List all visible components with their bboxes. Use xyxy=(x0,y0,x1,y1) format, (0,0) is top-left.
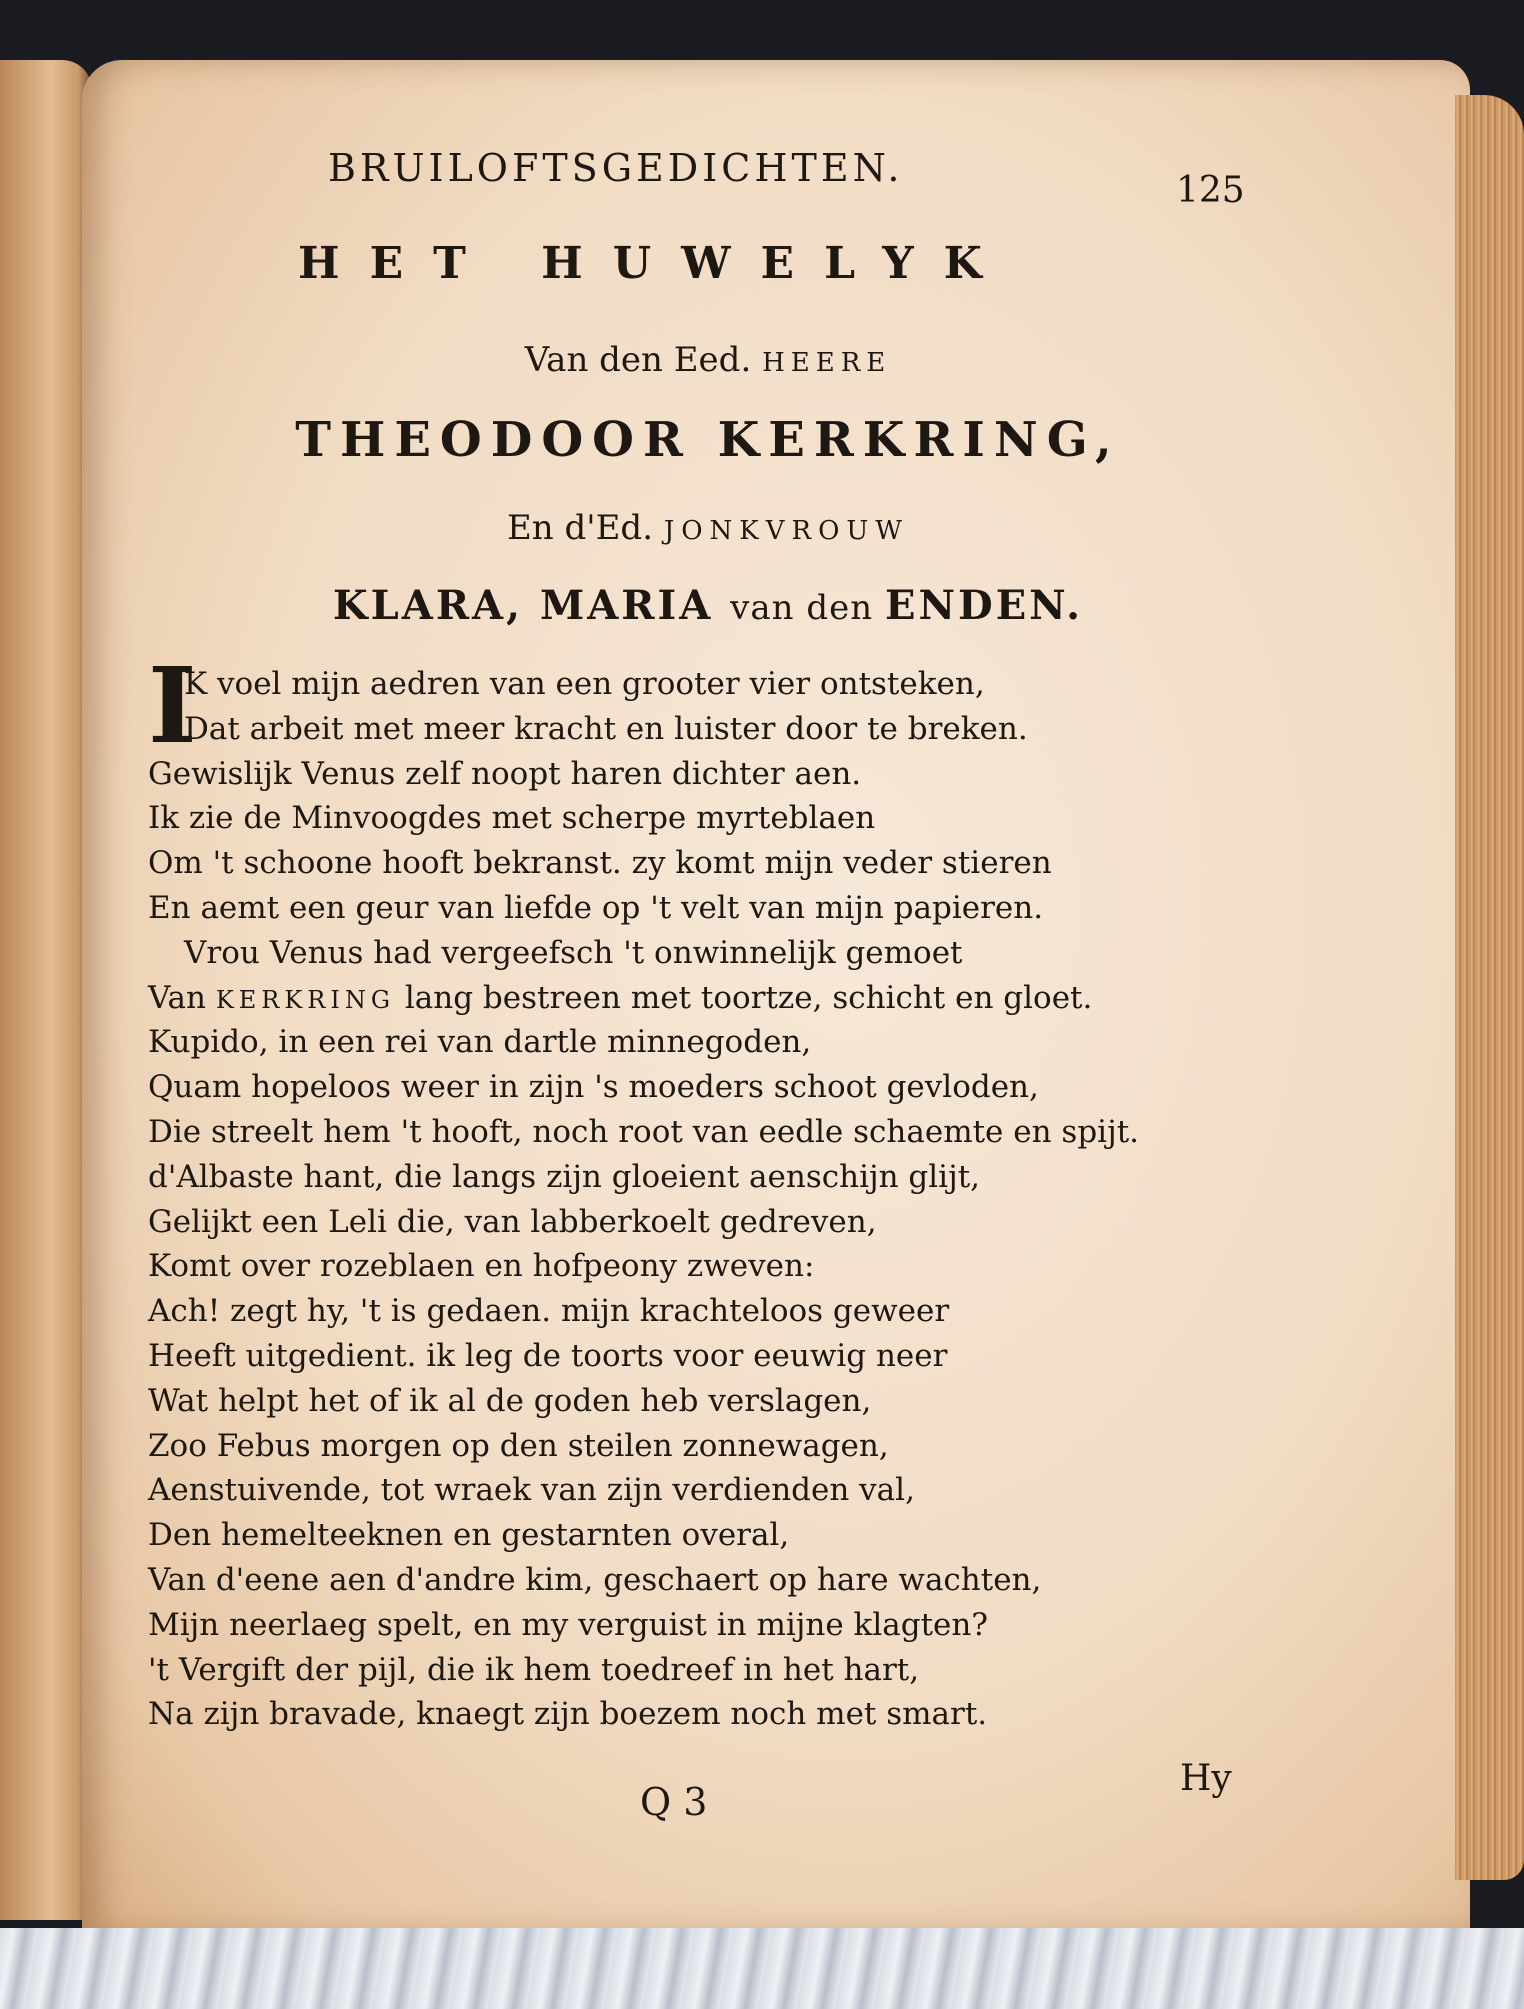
verse-line: Aenstuivende, tot wraek van zijn verdienden val, xyxy=(148,1472,915,1509)
drop-cap: I xyxy=(148,644,197,767)
catchword: Hy xyxy=(1180,1758,1232,1799)
verse-line: Vrou Venus had vergeefsch 't onwinnelijk gemoet xyxy=(184,934,963,971)
verse-line: Kupido, in een rei van dartle minnegoden, xyxy=(148,1024,812,1061)
verse-line: Wat helpt het of ik al de goden heb verslagen, xyxy=(148,1382,872,1419)
verse-line: Die streelt hem 't hooft, noch root van eedle schaemte en spijt. xyxy=(148,1113,1140,1150)
verse-line: 't Vergift der pijl, die ik hem toedreef in het hart, xyxy=(148,1651,920,1688)
verse-line: Na zijn bravade, knaegt zijn boezem noch met smart. xyxy=(148,1696,988,1733)
verse-line: Quam hopeloos weer in zijn 's moeders schoot gevloden, xyxy=(148,1069,1039,1106)
subtitle-smallcaps: JONKVROUW xyxy=(663,516,910,546)
verse-line xyxy=(148,976,1268,1021)
running-head: BRUILOFTSGEDICHTEN. xyxy=(328,146,904,190)
poem-body xyxy=(148,644,1268,1737)
facing-page-edge xyxy=(0,60,92,1920)
verse-line: Zoo Febus morgen op den steilen zonnewagen, xyxy=(148,1427,889,1464)
subtitle-groom-honorific xyxy=(148,340,1268,380)
page-edges xyxy=(1455,95,1524,1880)
verse-line: Gewislijk Venus zelf noopt haren dichter aen. xyxy=(148,755,862,792)
verse-line: Den hemelteeknen en gestarnten overal, xyxy=(148,1517,790,1554)
verse-line: Komt over rozeblaen en hofpeony zweven: xyxy=(148,1248,815,1285)
verse-line: Dat arbeit met meer kracht en luister door te breken. xyxy=(184,710,1028,747)
poem-title: HET HUWELYK xyxy=(298,238,1012,289)
verse-line: En aemt een geur van liefde op 't velt van mijn papieren. xyxy=(148,889,1044,926)
verse-line: d'Albaste hant, die langs zijn gloeient aenschijn glijt, xyxy=(148,1158,981,1195)
subtitle-smallcaps: HEERE xyxy=(762,348,892,378)
verse-line: Mijn neerlaeg spelt, en my verguist in mijne klagten? xyxy=(148,1606,988,1643)
subtitle-bride-honorific xyxy=(148,508,1268,548)
subtitle-prefix: En d'Ed. xyxy=(506,508,664,548)
subtitle-prefix: Van den Eed. xyxy=(524,340,763,380)
verse-line: Heeft uitgedient. ik leg de toorts voor eeuwig neer xyxy=(148,1337,948,1374)
verse-text: lang bestreen met toortze, schicht en gloet. xyxy=(395,979,1093,1016)
signature-mark: Q 3 xyxy=(640,1780,708,1824)
verse-line: Ach! zegt hy, 't is gedaen. mijn krachteloos geweer xyxy=(148,1293,950,1330)
bride-name-last: ENDEN. xyxy=(884,582,1084,629)
page-number: 125 xyxy=(1176,170,1245,211)
verse-line: Ik zie de Minvoogdes met scherpe myrteblaen xyxy=(148,800,876,837)
verse-line: Van d'eene aen d'andre kim, geschaert op hare wachten, xyxy=(148,1561,1042,1598)
verse-line: Om 't schoone hooft bekranst. zy komt mijn veder stieren xyxy=(148,845,1052,882)
bride-name xyxy=(148,582,1268,629)
bride-name-particle: van den xyxy=(730,588,885,628)
groom-name: THEODOOR KERKRING, xyxy=(295,412,1121,468)
verse-line: K voel mijn aedren van een grooter vier ontsteken, xyxy=(184,666,985,702)
verse-text: Van xyxy=(148,979,216,1016)
cloth-binding xyxy=(0,1928,1524,2009)
verse-smallcaps-name: KERKRING xyxy=(215,985,396,1014)
bride-name-first: KLARA, MARIA xyxy=(332,582,731,629)
verse-line: Gelijkt een Leli die, van labberkoelt gedreven, xyxy=(148,1203,877,1240)
